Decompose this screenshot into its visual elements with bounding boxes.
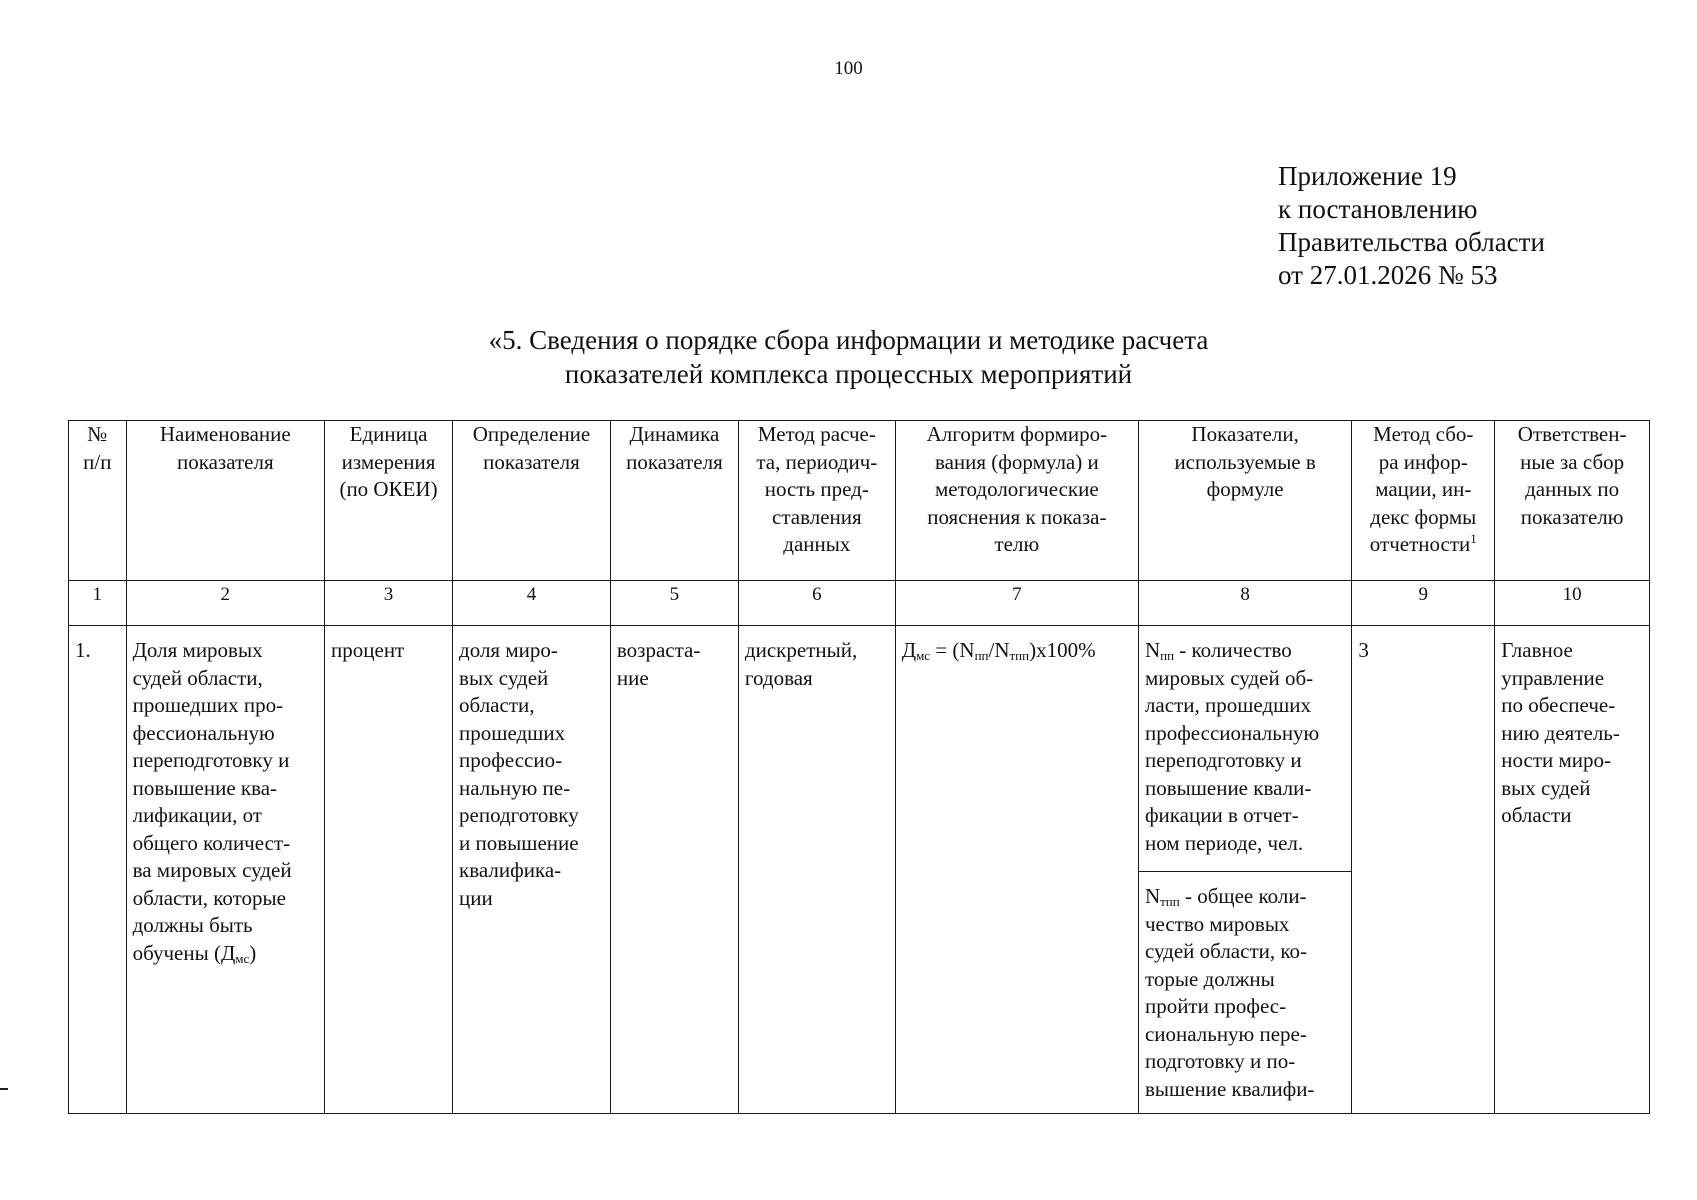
- header-cell: Динамика показателя: [610, 421, 738, 581]
- appendix-line: к постановлению: [1278, 194, 1478, 224]
- header-cell: [1352, 421, 1495, 581]
- subscript: мс: [235, 950, 250, 966]
- header-cell-text: Метод сбо- ра инфор- мации, ин- декс формы отчетности: [1369, 422, 1477, 556]
- column-number: 9: [1352, 581, 1495, 626]
- method-cell: дискретный, годовая: [738, 626, 895, 1114]
- appendix-line: Правительства области: [1278, 227, 1545, 257]
- header-cell: Определение показателя: [453, 421, 611, 581]
- indicator-name: Доля мировых судей области, прошедших про- фессиональную переподготовку и повышение ква- лификации, от общего количест- ва мировых судей области, которые должны быть обучены (Д: [132, 638, 292, 965]
- subscript: тпп: [1009, 648, 1030, 663]
- subscript: мс: [916, 648, 931, 663]
- indicators-table: [68, 420, 1650, 1114]
- title-line: показателей комплекса процессных мероприятий: [564, 359, 1133, 389]
- unit-cell: процент: [325, 626, 453, 1114]
- page-number: 100: [834, 58, 863, 79]
- indicator-description: - общее коли- чество мировых судей области, ко- торые должны пройти профес- сиональную пере- подготовку и по- вышение квалифи-: [1144, 884, 1315, 1101]
- header-cell: Наименование показателя: [126, 421, 324, 581]
- footnote-marker: 1: [1470, 531, 1477, 546]
- header-row: [69, 421, 1650, 581]
- header-cell: Показатели, используемые в формуле: [1138, 421, 1351, 581]
- appendix-line: Приложение 19: [1278, 161, 1457, 191]
- subscript: пп: [974, 648, 989, 663]
- header-cell: Алгоритм формиро- вания (формула) и методологические пояснения к показа- телю: [895, 421, 1138, 581]
- title-line: «5. Сведения о порядке сбора информации и методике расчета: [488, 325, 1209, 355]
- dynamics-cell: возраста- ние: [610, 626, 738, 1114]
- definition-cell: доля миро- вых судей области, прошедших профессио- нальную пе- реподготовку и повышение квалифика- ции: [453, 626, 611, 1114]
- column-number: 3: [325, 581, 453, 626]
- indicator-item: [1139, 872, 1351, 1113]
- indicator-description: - количество мировых судей об- ласти, прошедших профессиональную переподготовку и повышение квали- фикации в отчет- ном периоде, чел.: [1144, 638, 1320, 855]
- header-cell: Ответствен- ные за сбор данных по показателю: [1495, 421, 1650, 581]
- column-number: 1: [69, 581, 127, 626]
- column-number: 7: [895, 581, 1138, 626]
- scan-edge-mark: [0, 1088, 8, 1090]
- subscript: тпп: [1160, 894, 1180, 909]
- formula-part: /N: [988, 638, 1010, 662]
- column-number: 5: [610, 581, 738, 626]
- indicator-symbol: N: [1144, 638, 1161, 662]
- indicators-cell: [1138, 626, 1351, 1114]
- header-cell: № п/п: [69, 421, 127, 581]
- subscript: пп: [1160, 648, 1175, 663]
- column-number: 10: [1495, 581, 1650, 626]
- header-cell: Единица измерения (по ОКЕИ): [325, 421, 453, 581]
- formula-part: = (N: [930, 638, 975, 662]
- column-number: 8: [1138, 581, 1351, 626]
- header-cell: Метод расче- та, периодич- ность пред- ставления данных: [738, 421, 895, 581]
- indicator-item: [1139, 626, 1351, 872]
- indicator-name-cell: [126, 626, 324, 1114]
- appendix-line: от 27.01.2026 № 53: [1278, 260, 1498, 290]
- indicator-symbol: N: [1144, 884, 1161, 908]
- responsible-cell: Главное управление по обеспече- нию деятель- ности миро- вых судей области: [1495, 626, 1650, 1114]
- column-number: 6: [738, 581, 895, 626]
- indicator-name-end: ): [249, 940, 257, 965]
- formula-part: )x100%: [1029, 638, 1096, 662]
- column-number: 4: [453, 581, 611, 626]
- column-number: 2: [126, 581, 324, 626]
- formula-cell: [895, 626, 1138, 1114]
- appendix-block: [1278, 160, 1545, 292]
- formula-part: Д: [901, 638, 917, 662]
- section-title: [0, 323, 1697, 391]
- collection-method-cell: 3: [1352, 626, 1495, 1114]
- column-number-row: [69, 581, 1650, 626]
- row-number: 1.: [69, 626, 127, 1114]
- table-row: [69, 626, 1650, 1114]
